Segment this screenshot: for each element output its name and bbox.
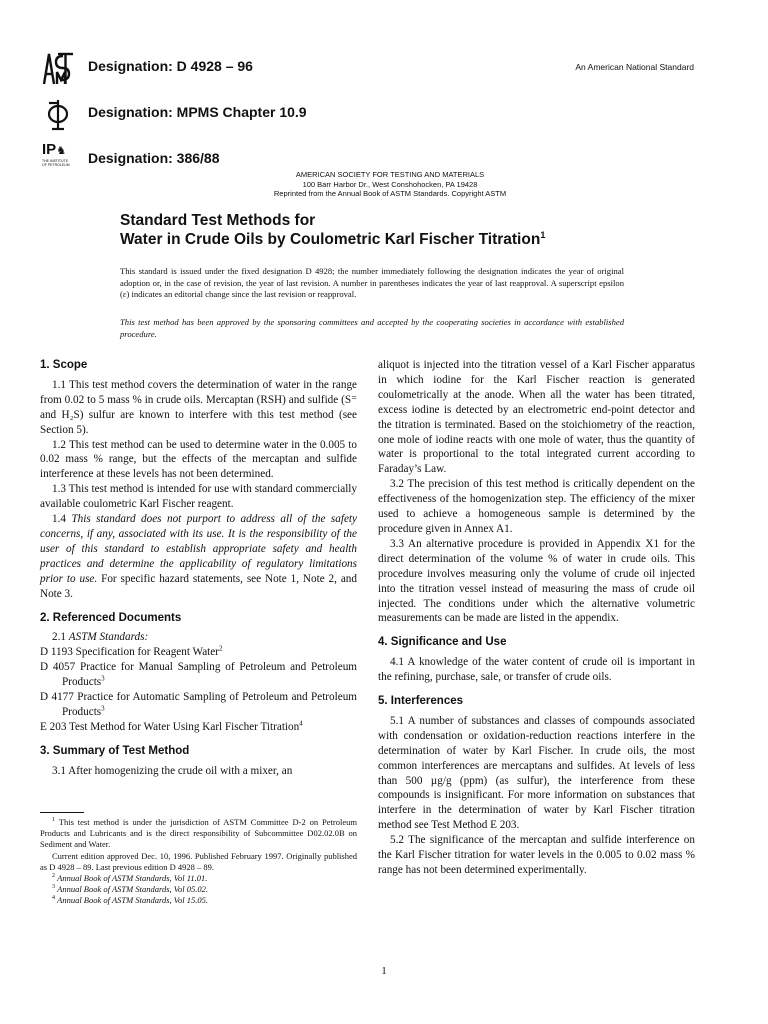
footnotes (40, 812, 357, 907)
designation-astm: Designation: D 4928 – 96 (88, 58, 253, 74)
left-column (40, 358, 357, 779)
section-heading-interferences: 5. Interferences (378, 695, 464, 708)
footnote-1 (40, 817, 357, 851)
approval-notice: This test method has been approved by the sponsoring committees and accepted by the cooperating societies in accordance with established procedure. (120, 317, 624, 339)
reference-d1193 (40, 645, 357, 660)
paragraph-2-1-label: ASTM Standards: (68, 631, 149, 644)
society-reprint: Reprinted from the Annual Book of ASTM Standards. Copyright ASTM (273, 189, 507, 198)
american-national-standard: An American National Standard (575, 62, 694, 72)
reference-d4177 (40, 690, 357, 720)
ip-logo-text: IP (42, 141, 57, 158)
paragraph-1-4-safety: This standard does not purport to address all of the safety concerns, if any, associated with its use. It is the responsibility of the user of this standard to establish appropriate safety and health practices and determine the applicability of regulatory limitations prior to use. (40, 513, 358, 585)
api-logo (40, 98, 76, 137)
paragraph-4-1: 4.1 A knowledge of the water content of crude oil is important in the refining, purchase, sale, or transfer of crude oils. (378, 656, 695, 684)
reference-e203 (40, 720, 357, 735)
society-name: AMERICAN SOCIETY FOR TESTING AND MATERIALS (295, 170, 485, 179)
paragraph-1-4 (40, 512, 357, 601)
reference-e203-sup: 4 (299, 719, 303, 728)
paragraph-5-1: 5.1 A number of substances and classes of compounds associated with condensation or oxidation-reduction reactions interfere in the determination of water by Karl Fischer. In crude oils, the most common interferences are mercaptans and sulfides. At levels of less than 500 µg/g (ppm) (as sulfur), the interference from these compounds is insignificant. For more information on substances that interfere in the determination of water by Karl Fischer titration method see Test Method E 203. (378, 714, 695, 832)
page-number: 1 (381, 965, 387, 977)
section-heading-significance: 4. Significance and Use (378, 636, 507, 649)
paragraph-1-3: 1.3 This test method is intended for use with standard commercially available coulometric Karl Fischer reagent. (40, 483, 357, 511)
footnote-2 (40, 873, 357, 884)
paragraph-5-2: 5.2 The significance of the mercaptan and sulfide interference on the Karl Fischer titration for water levels in the 0.005 to 0.02 mass % range has not been determined experimentally. (378, 834, 695, 876)
footnote-3-mark: 3 (52, 884, 55, 891)
footnote-2-mark: 2 (52, 873, 55, 880)
ip-logo: IP♞ THE INSTITUTE OF PETROLEUM (40, 142, 76, 167)
footnote-rule (40, 812, 84, 813)
right-column (378, 358, 695, 878)
footnote-3 (40, 884, 357, 895)
society-address: 100 Barr Harbor Dr., West Conshohocken, PA 19428 (302, 179, 478, 189)
section-heading-summary: 3. Summary of Test Method (40, 744, 190, 757)
title-text: Water in Crude Oils by Coulometric Karl Fischer Titration (120, 231, 541, 249)
reference-d4057-text: D 4057 Practice for Manual Sampling of Petroleum and Petroleum Products (40, 661, 357, 689)
paragraph-1-4-tail: For specific hazard statements, see Note 1, Note 2, and Note 3. (40, 572, 357, 600)
footnote-1-edition: Current edition approved Dec. 10, 1996. Published February 1997. Originally published as D 4928 – 89. Last previous edition D 4928 – 89. (40, 850, 357, 872)
section-heading-scope: 1. Scope (40, 359, 88, 371)
reference-d4057-sup: 3 (101, 674, 105, 683)
reference-d4177-sup: 3 (101, 704, 105, 713)
paragraph-1-1: 1.1 This test method covers the determination of water in the range from 0.02 to 5 mass % in crude oils. Mercaptan (RSH) and sulfide (S⁼ and H₂S) sulfur are known to interfere with this test method (see Section 5). (40, 378, 357, 436)
api-logo-icon (43, 98, 73, 132)
title-footnote-ref: 1 (540, 230, 546, 240)
paragraph-1-4-number: 1.4 (52, 513, 72, 526)
section-heading-referenced-documents: 2. Referenced Documents (40, 611, 182, 624)
title-line-1: Standard Test Methods for (120, 212, 316, 229)
reference-d1193-text: D 1193 Specification for Reagent Water (40, 646, 219, 659)
paragraph-2-1-number: 2.1 (52, 631, 69, 644)
astm-logo (40, 50, 76, 93)
paragraph-3-3: 3.3 An alternative procedure is provided in Appendix X1 for the direct determination of the volume % of water in crude oils. This procedure involves measuring only the volume of crude oil injected into the titration vessel instead of measuring the mass of crude oil injected. The conditions under which the alternative volumetric measurements can be made are listed in the appendix. (378, 537, 695, 625)
astm-logo-icon (41, 50, 75, 88)
footnote-4-text: Annual Book of ASTM Standards, Vol 15.05. (57, 895, 208, 906)
footnote-1-mark: 1 (52, 817, 55, 824)
paragraph-3-2: 3.2 The precision of this test method is critically dependent on the effectiveness of the homogenization step. The efficiency of the mixer used to achieve a homogeneous sample is determined by the procedure given in Annex A1. (378, 478, 695, 535)
footnote-2-text: Annual Book of ASTM Standards, Vol 11.01. (57, 873, 208, 884)
paragraph-1-2: 1.2 This test method can be used to determine water in the 0.005 to 0.02 mass % range, but the effects of the mercaptan and sulfide interference at these levels has not been determined. (40, 438, 357, 481)
footnote-1-text: This test method is under the jurisdiction of ASTM Committee D-2 on Petroleum Products and Lubricants and is the direct responsibility of Subcommittee D02.02.0B on Sediment and Water. (40, 817, 357, 850)
paragraph-2-1 (40, 630, 357, 645)
footnote-4-mark: 4 (52, 895, 55, 902)
society-block (260, 170, 520, 199)
designation-ip: Designation: 386/88 (88, 150, 220, 166)
ip-logo-caption: THE INSTITUTE OF PETROLEUM (42, 159, 70, 167)
paragraph-3-1-continued: aliquot is injected into the titration vessel of a Karl Fischer apparatus in which iodine for the Karl Fischer reaction is generated coulometrically at the anode. When all the water has been titrated, excess iodine is detected by an electrometric end-point detector and the titration is terminated. Based on the stoichiometry of the reaction, one mole of iodine reacts with one mole of water, thus the quantity of water is proportional to the total integrated current according to Faraday’s Law. (378, 359, 695, 476)
footnote-3-text: Annual Book of ASTM Standards, Vol 05.02. (57, 884, 208, 895)
reference-d4177-text: D 4177 Practice for Automatic Sampling of Petroleum and Petroleum Products (40, 691, 357, 718)
title-line-2 (120, 230, 545, 249)
footnote-4 (40, 895, 357, 906)
reference-d1193-sup: 2 (218, 644, 223, 653)
designation-mpms: Designation: MPMS Chapter 10.9 (88, 104, 307, 120)
reference-e203-text: E 203 Test Method for Water Using Karl Fischer Titration (40, 720, 300, 733)
paragraph-3-1: 3.1 After homogenizing the crude oil with a mixer, an (52, 764, 293, 777)
fixed-designation-notice: This standard is issued under the fixed designation D 4928; the number immediately following the designation indicates the year of original adoption or, in the case of revision, the year of last revision. A number in parentheses indicates the year of last reapproval. A superscript epsilon (ε) indicates an editorial change since the last revision or reapproval. (120, 266, 624, 300)
reference-d4057 (40, 660, 357, 690)
